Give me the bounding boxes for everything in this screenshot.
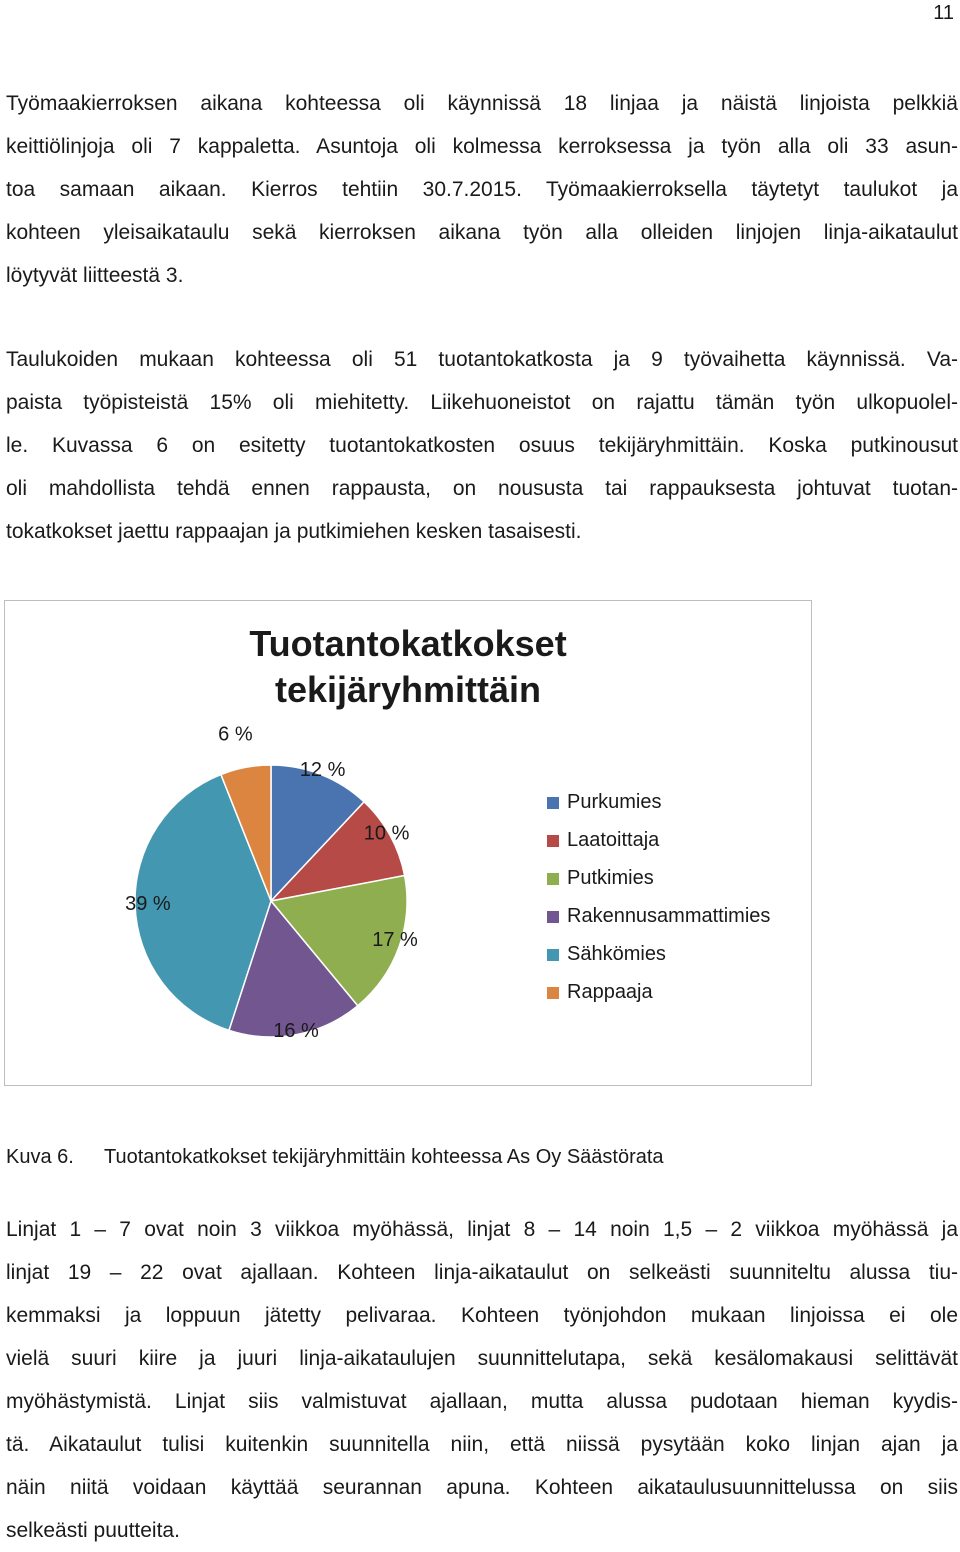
legend-label: Sähkömies [567, 943, 666, 965]
page-number: 11 [933, 2, 954, 24]
legend-swatch [547, 797, 559, 809]
text-line: myöhästymistä. Linjat siis valmistuvat ajallaan, mutta alussa pudotaan hieman kyydis- [6, 1390, 958, 1413]
text-line: Taulukoiden mukaan kohteessa oli 51 tuotantokatkosta ja 9 työvaihetta käynnissä. Va- [6, 348, 958, 371]
text-line: tä. Aikataulut tulisi kuitenkin suunnitella niin, että niissä pysytään koko linjan ajan ja [6, 1433, 958, 1456]
text-line: keittiölinjoja oli 7 kappaletta. Asuntoja oli kolmessa kerroksessa ja työn alla oli 33 asun- [6, 135, 958, 158]
text-line: oli mahdollista tehdä ennen rappausta, on noususta tai rappauksesta johtuvat tuotan- [6, 477, 958, 500]
pie-data-label: 10 % [363, 822, 410, 845]
text-line: löytyvät liitteestä 3. [6, 264, 184, 287]
legend-swatch [547, 873, 559, 885]
paragraph-3 [6, 1208, 958, 1552]
legend-swatch [547, 987, 559, 999]
legend-swatch [547, 835, 559, 847]
pie-data-label: 12 % [299, 759, 346, 782]
legend-label: Laatoittaja [567, 829, 660, 851]
text-line: paista työpisteistä 15% oli miehitetty. Liikehuoneistot on rajattu tämän työn ulkopuolel- [6, 391, 958, 414]
text-line: tokatkokset jaettu rappaajan ja putkimiehen kesken tasaisesti. [6, 520, 582, 543]
text-line: Työmaakierroksen aikana kohteessa oli käynnissä 18 linjaa ja näistä linjoista pelkkiä [6, 92, 958, 115]
text-line: selkeästi puutteita. [6, 1519, 180, 1542]
legend-label: Rakennusammattimies [567, 905, 771, 927]
caption-number: Kuva 6. [6, 1146, 74, 1168]
legend-label: Rappaaja [567, 981, 653, 1003]
caption-text: Tuotantokatkokset tekijäryhmittäin kohteessa As Oy Säästörata [104, 1146, 664, 1168]
pie-plot [5, 601, 811, 1085]
text-line: vielä suuri kiire ja juuri linja-aikataulujen suunnittelutapa, sekä kesälomakausi selittävät [6, 1347, 958, 1370]
text-line: kohteen yleisaikataulu sekä kierroksen aikana työn alla olleiden linjojen linja-aikataulut [6, 221, 958, 244]
legend-swatch [547, 949, 559, 961]
pie-data-label: 16 % [273, 1020, 319, 1043]
paragraph-2 [6, 338, 958, 553]
text-line: le. Kuvassa 6 on esitetty tuotantokatkosten osuus tekijäryhmittäin. Koska putkinousut [6, 434, 958, 457]
pie-data-label: 39 % [125, 893, 171, 916]
text-line: Linjat 1 – 7 ovat noin 3 viikkoa myöhässä, linjat 8 – 14 noin 1,5 – 2 viikkoa myöhässä ja [6, 1218, 958, 1241]
text-line: linjat 19 – 22 ovat ajallaan. Kohteen linja-aikataulut on selkeästi suunniteltu alussa tiu- [6, 1261, 958, 1284]
chart-title-line: tekijäryhmittäin [274, 669, 542, 710]
text-line: kemmaksi ja loppuun jätetty pelivaraa. Kohteen työnjohdon mukaan linjoissa ei ole [6, 1304, 958, 1327]
pie-data-label: 6 % [218, 723, 253, 746]
text-line: toa samaan aikaan. Kierros tehtiin 30.7.2015. Työmaakierroksella täytetyt taulukot ja [6, 178, 958, 201]
legend-swatch [547, 911, 559, 923]
figure-caption [6, 1146, 664, 1169]
legend-label: Purkumies [567, 791, 662, 813]
text-line: näin niitä voidaan käyttää seurannan apuna. Kohteen aikataulusuunnittelussa on siis [6, 1476, 958, 1499]
pie-data-label: 17 % [372, 928, 418, 951]
paragraph-1 [6, 82, 958, 297]
pie-chart [4, 600, 812, 1086]
chart-title-line: Tuotantokatkokset [249, 623, 567, 664]
legend-label: Putkimies [567, 867, 654, 889]
